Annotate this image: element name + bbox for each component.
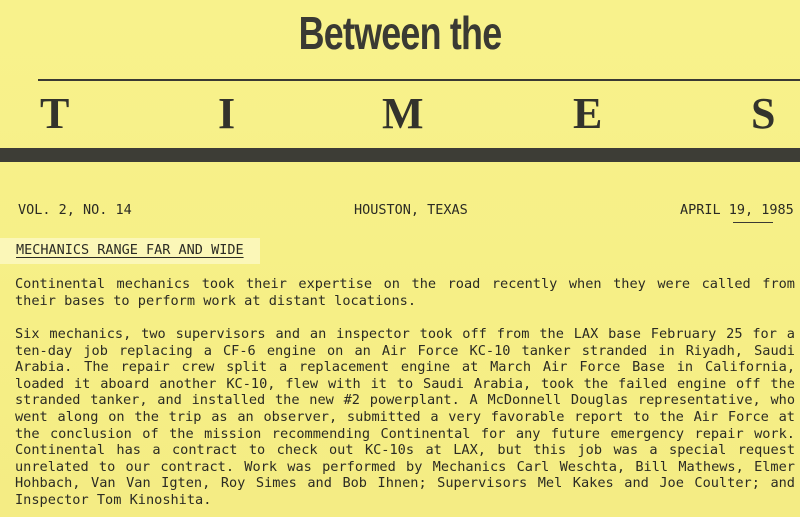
masthead-thick-rule: [0, 148, 800, 162]
article-paragraph-2: Six mechanics, two supervisors and an inspector took off from the LAX base February 25 for a ten-day job replacing a CF-6 engine on an Air Force KC-10 tanker stranded in Riyadh, Saudi Arabia. The repair crew split a replacement engine at March Air Force Base in California, loaded it aboard another KC-10, flew with it to Saudi Arabia, took the failed engine off the stranded tanker, and installed the new #2 powerplant. A McDonnell Douglas representative, who went along on the trip as an observer, submitted a very favorable report to the Air Force at the conclusion of the mission recommending Continental for any future emergency repair work. Continental has a contract to check out KC-10s at LAX, but this job was a special request unrelated to our contract. Work was performed by Mechanics Carl Weschta, Bill Mathews, Elmer Hohbach, Van Van Igten, Roy Simes and Bob Ihnen; Supervisors Mel Kakes and Joe Coulter; and Inspector Tom Kinoshita.: [15, 326, 795, 508]
masthead-title-top: Between the: [298, 7, 502, 59]
date-underline: [733, 222, 773, 223]
masthead-times: [0, 89, 800, 140]
masthead-thin-rule: [38, 79, 800, 81]
times-letter-t: T: [40, 89, 70, 138]
article-headline: MECHANICS RANGE FAR AND WIDE: [16, 242, 244, 258]
times-letter-m: M: [382, 89, 424, 138]
article-paragraph-1: Continental mechanics took their expertise on the road recently when they were called from their bases to perform work at distant locations.: [15, 276, 795, 309]
issue-date: APRIL 19, 1985: [680, 202, 794, 218]
times-letter-e: E: [573, 89, 603, 138]
times-letter-s: S: [751, 89, 776, 138]
times-letter-i: I: [218, 89, 236, 138]
issue-volume: VOL. 2, NO. 14: [18, 202, 132, 218]
issue-location: HOUSTON, TEXAS: [354, 202, 468, 218]
